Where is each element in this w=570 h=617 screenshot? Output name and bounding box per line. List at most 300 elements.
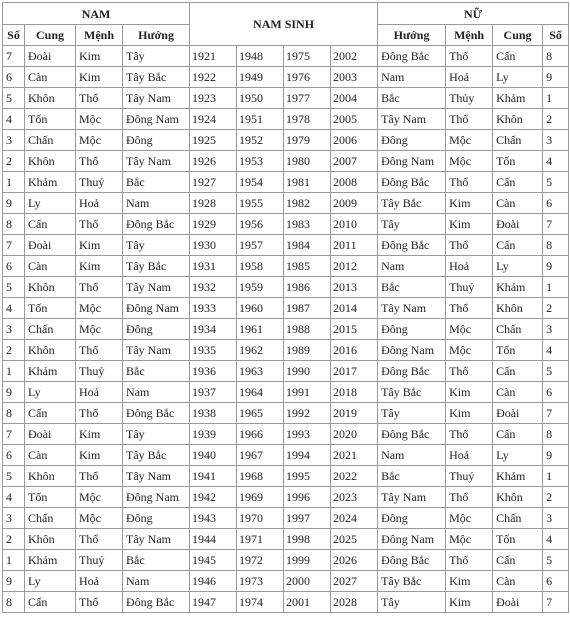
nu-menh-cell: Kim	[446, 571, 493, 592]
nu-so-cell: 7	[543, 403, 569, 424]
nam-cung-cell: Càn	[25, 67, 76, 88]
nam-cung-cell: Khôn	[25, 277, 76, 298]
nam-so-cell: 1	[3, 550, 25, 571]
table-row	[3, 88, 569, 109]
year-cell: 1945	[190, 550, 237, 571]
nu-so-cell: 1	[543, 277, 569, 298]
nam-menh-cell: Hoả	[76, 382, 123, 403]
nu-so-cell: 6	[543, 382, 569, 403]
table-row	[3, 109, 569, 130]
year-cell: 2018	[331, 382, 378, 403]
nam-menh-cell: Thổ	[76, 340, 123, 361]
nu-huong-cell: Đông Bắc	[378, 361, 446, 382]
nu-menh-cell: Mộc	[446, 319, 493, 340]
year-cell: 1931	[190, 256, 237, 277]
year-cell: 2021	[331, 445, 378, 466]
nam-menh-cell: Hoả	[76, 193, 123, 214]
year-cell: 1930	[190, 235, 237, 256]
year-cell: 1979	[284, 130, 331, 151]
col-header-so: Số	[3, 25, 25, 46]
nam-menh-cell: Kim	[76, 445, 123, 466]
nu-huong-cell: Tây	[378, 214, 446, 235]
table-row	[3, 67, 569, 88]
nu-cung-cell: Khôn	[493, 487, 543, 508]
nu-huong-cell: Tây Bắc	[378, 571, 446, 592]
nam-menh-cell: Kim	[76, 424, 123, 445]
nu-menh-cell: Thổ	[446, 298, 493, 319]
year-cell: 2012	[331, 256, 378, 277]
nam-menh-cell: Mộc	[76, 298, 123, 319]
nu-cung-cell: Khôn	[493, 109, 543, 130]
nam-cung-cell: Ly	[25, 193, 76, 214]
year-cell: 2002	[331, 46, 378, 67]
nu-huong-cell: Tây	[378, 592, 446, 613]
table-row	[3, 256, 569, 277]
nam-huong-cell: Nam	[123, 571, 190, 592]
nu-menh-cell: Hoả	[446, 256, 493, 277]
year-cell: 1924	[190, 109, 237, 130]
nu-so-cell: 8	[543, 424, 569, 445]
nam-huong-cell: Đông Bắc	[123, 592, 190, 613]
year-cell: 1964	[237, 382, 284, 403]
nam-menh-cell: Mộc	[76, 130, 123, 151]
nam-so-cell: 7	[3, 46, 25, 67]
nu-huong-cell: Đông Nam	[378, 529, 446, 550]
year-cell: 2016	[331, 340, 378, 361]
nu-huong-cell: Bắc	[378, 466, 446, 487]
nam-so-cell: 7	[3, 235, 25, 256]
year-cell: 1953	[237, 151, 284, 172]
nam-cung-cell: Khôn	[25, 340, 76, 361]
year-cell: 1951	[237, 109, 284, 130]
year-cell: 1922	[190, 67, 237, 88]
year-cell: 1929	[190, 214, 237, 235]
nu-cung-cell: Ly	[493, 67, 543, 88]
year-cell: 1925	[190, 130, 237, 151]
year-cell: 1921	[190, 46, 237, 67]
year-cell: 1982	[284, 193, 331, 214]
year-cell: 1961	[237, 319, 284, 340]
table-row	[3, 319, 569, 340]
feng-shui-table	[2, 2, 569, 613]
table-row	[3, 151, 569, 172]
nu-cung-cell: Đoài	[493, 214, 543, 235]
year-cell: 2000	[284, 571, 331, 592]
year-cell: 2023	[331, 487, 378, 508]
nam-menh-cell: Mộc	[76, 487, 123, 508]
table-row	[3, 298, 569, 319]
nu-huong-cell: Đông Bắc	[378, 46, 446, 67]
nam-huong-cell: Đông Bắc	[123, 214, 190, 235]
nam-so-cell: 6	[3, 67, 25, 88]
nu-menh-cell: Mộc	[446, 340, 493, 361]
nu-so-cell: 9	[543, 67, 569, 88]
nu-so-cell: 6	[543, 571, 569, 592]
nam-cung-cell: Khôn	[25, 151, 76, 172]
table-row	[3, 277, 569, 298]
nam-huong-cell: Tây	[123, 424, 190, 445]
nu-cung-cell: Khảm	[493, 277, 543, 298]
table-row	[3, 193, 569, 214]
year-cell: 1985	[284, 256, 331, 277]
nu-so-cell: 8	[543, 235, 569, 256]
year-cell: 1987	[284, 298, 331, 319]
year-cell: 1981	[284, 172, 331, 193]
nu-cung-cell: Chấn	[493, 508, 543, 529]
nam-menh-cell: Thuỷ	[76, 550, 123, 571]
nu-huong-cell: Đông Nam	[378, 340, 446, 361]
year-cell: 2025	[331, 529, 378, 550]
nam-huong-cell: Bắc	[123, 172, 190, 193]
nam-huong-cell: Nam	[123, 382, 190, 403]
nam-menh-cell: Thổ	[76, 529, 123, 550]
nam-huong-cell: Tây	[123, 235, 190, 256]
year-cell: 1993	[284, 424, 331, 445]
year-cell: 1950	[237, 88, 284, 109]
col-header-menh: Mệnh	[76, 25, 123, 46]
nam-so-cell: 9	[3, 571, 25, 592]
nam-huong-cell: Đông	[123, 508, 190, 529]
nam-menh-cell: Thổ	[76, 466, 123, 487]
nu-menh-cell: Thủy	[446, 88, 493, 109]
nam-menh-cell: Kim	[76, 235, 123, 256]
nam-so-cell: 3	[3, 130, 25, 151]
nu-group-header: NỮ	[378, 3, 569, 25]
year-cell: 1959	[237, 277, 284, 298]
nu-so-cell: 8	[543, 46, 569, 67]
nu-so-cell: 3	[543, 319, 569, 340]
nu-menh-cell: Thuỷ	[446, 277, 493, 298]
nu-huong-cell: Tây Bắc	[378, 382, 446, 403]
nu-so-cell: 4	[543, 151, 569, 172]
nam-so-cell: 5	[3, 88, 25, 109]
nu-huong-cell: Nam	[378, 445, 446, 466]
year-cell: 2013	[331, 277, 378, 298]
nu-so-cell: 3	[543, 508, 569, 529]
year-cell: 1944	[190, 529, 237, 550]
nam-cung-cell: Tốn	[25, 487, 76, 508]
year-cell: 1963	[237, 361, 284, 382]
year-cell: 1972	[237, 550, 284, 571]
table-row	[3, 361, 569, 382]
nam-cung-cell: Khảm	[25, 361, 76, 382]
year-cell: 1958	[237, 256, 284, 277]
year-cell: 1975	[284, 46, 331, 67]
nam-cung-cell: Ly	[25, 571, 76, 592]
nam-so-cell: 4	[3, 487, 25, 508]
nu-so-cell: 2	[543, 487, 569, 508]
nu-cung-cell: Khôn	[493, 298, 543, 319]
year-cell: 2005	[331, 109, 378, 130]
nam-huong-cell: Tây	[123, 46, 190, 67]
year-cell: 1974	[237, 592, 284, 613]
nam-cung-cell: Khôn	[25, 88, 76, 109]
nam-cung-cell: Chấn	[25, 130, 76, 151]
table-row	[3, 571, 569, 592]
nam-group-header: NAM	[3, 3, 190, 25]
nam-huong-cell: Đông Nam	[123, 298, 190, 319]
table-row	[3, 172, 569, 193]
nam-cung-cell: Cấn	[25, 214, 76, 235]
table-row	[3, 529, 569, 550]
nam-menh-cell: Thổ	[76, 151, 123, 172]
table-row	[3, 214, 569, 235]
col-header-huong-nu: Hướng	[378, 25, 446, 46]
nu-so-cell: 4	[543, 340, 569, 361]
nu-menh-cell: Kim	[446, 214, 493, 235]
nam-cung-cell: Càn	[25, 445, 76, 466]
year-cell: 1966	[237, 424, 284, 445]
year-cell: 1995	[284, 466, 331, 487]
nam-so-cell: 5	[3, 466, 25, 487]
nam-cung-cell: Đoài	[25, 46, 76, 67]
nam-so-cell: 4	[3, 298, 25, 319]
nam-so-cell: 8	[3, 214, 25, 235]
nu-menh-cell: Thổ	[446, 424, 493, 445]
year-cell: 1941	[190, 466, 237, 487]
year-cell: 1928	[190, 193, 237, 214]
year-cell: 1967	[237, 445, 284, 466]
year-cell: 1954	[237, 172, 284, 193]
year-cell: 1949	[237, 67, 284, 88]
nu-menh-cell: Thổ	[446, 109, 493, 130]
year-cell: 2026	[331, 550, 378, 571]
year-cell: 1973	[237, 571, 284, 592]
year-cell: 1969	[237, 487, 284, 508]
nu-huong-cell: Nam	[378, 256, 446, 277]
year-cell: 1999	[284, 550, 331, 571]
nu-cung-cell: Càn	[493, 571, 543, 592]
year-cell: 1934	[190, 319, 237, 340]
nu-cung-cell: Càn	[493, 382, 543, 403]
year-cell: 1977	[284, 88, 331, 109]
group-header-row	[3, 3, 569, 25]
nam-menh-cell: Thuỷ	[76, 172, 123, 193]
nu-cung-cell: Càn	[493, 193, 543, 214]
year-cell: 1946	[190, 571, 237, 592]
year-cell: 1933	[190, 298, 237, 319]
nam-so-cell: 5	[3, 277, 25, 298]
year-cell: 1976	[284, 67, 331, 88]
nu-so-cell: 5	[543, 361, 569, 382]
col-header-huong: Hướng	[123, 25, 190, 46]
table-row	[3, 46, 569, 67]
year-cell: 2009	[331, 193, 378, 214]
nu-huong-cell: Đông Bắc	[378, 550, 446, 571]
year-cell: 2024	[331, 508, 378, 529]
nu-so-cell: 5	[543, 172, 569, 193]
nam-sinh-header: NAM SINH	[190, 3, 378, 46]
year-cell: 1926	[190, 151, 237, 172]
nam-huong-cell: Nam	[123, 193, 190, 214]
nam-huong-cell: Đông Nam	[123, 487, 190, 508]
nam-cung-cell: Khảm	[25, 550, 76, 571]
nu-huong-cell: Bắc	[378, 277, 446, 298]
nu-menh-cell: Thuỷ	[446, 466, 493, 487]
nam-cung-cell: Tốn	[25, 298, 76, 319]
year-cell: 1940	[190, 445, 237, 466]
year-cell: 2010	[331, 214, 378, 235]
year-cell: 1939	[190, 424, 237, 445]
nam-cung-cell: Ly	[25, 382, 76, 403]
nu-huong-cell: Đông Bắc	[378, 172, 446, 193]
nam-so-cell: 6	[3, 256, 25, 277]
year-cell: 1960	[237, 298, 284, 319]
year-cell: 2011	[331, 235, 378, 256]
nu-cung-cell: Tốn	[493, 529, 543, 550]
nu-menh-cell: Thổ	[446, 550, 493, 571]
nu-cung-cell: Chấn	[493, 319, 543, 340]
nam-menh-cell: Thổ	[76, 214, 123, 235]
nam-so-cell: 2	[3, 340, 25, 361]
nu-cung-cell: Cấn	[493, 46, 543, 67]
year-cell: 1956	[237, 214, 284, 235]
year-cell: 2003	[331, 67, 378, 88]
nam-huong-cell: Tây Nam	[123, 88, 190, 109]
nu-cung-cell: Đoài	[493, 403, 543, 424]
year-cell: 1932	[190, 277, 237, 298]
year-cell: 1957	[237, 235, 284, 256]
table-row	[3, 487, 569, 508]
nam-menh-cell: Hoả	[76, 571, 123, 592]
table-row	[3, 424, 569, 445]
nam-so-cell: 9	[3, 193, 25, 214]
year-cell: 1986	[284, 277, 331, 298]
nu-menh-cell: Mộc	[446, 130, 493, 151]
nu-so-cell: 7	[543, 214, 569, 235]
nu-cung-cell: Ly	[493, 445, 543, 466]
year-cell: 1965	[237, 403, 284, 424]
nam-so-cell: 8	[3, 592, 25, 613]
year-cell: 2022	[331, 466, 378, 487]
year-cell: 1927	[190, 172, 237, 193]
nam-menh-cell: Thổ	[76, 88, 123, 109]
nam-cung-cell: Càn	[25, 256, 76, 277]
nam-menh-cell: Thổ	[76, 277, 123, 298]
year-cell: 2027	[331, 571, 378, 592]
nam-menh-cell: Kim	[76, 46, 123, 67]
year-cell: 1983	[284, 214, 331, 235]
col-header-cung-nu: Cung	[493, 25, 543, 46]
year-cell: 2017	[331, 361, 378, 382]
table-row	[3, 592, 569, 613]
nu-so-cell: 7	[543, 592, 569, 613]
year-cell: 2006	[331, 130, 378, 151]
nam-cung-cell: Khôn	[25, 466, 76, 487]
nu-menh-cell: Hoả	[446, 445, 493, 466]
nu-cung-cell: Chấn	[493, 130, 543, 151]
nam-so-cell: 6	[3, 445, 25, 466]
year-cell: 2014	[331, 298, 378, 319]
year-cell: 1962	[237, 340, 284, 361]
nam-cung-cell: Chấn	[25, 319, 76, 340]
year-cell: 1947	[190, 592, 237, 613]
nu-cung-cell: Đoài	[493, 592, 543, 613]
nu-menh-cell: Thổ	[446, 361, 493, 382]
nu-cung-cell: Tốn	[493, 151, 543, 172]
year-cell: 2019	[331, 403, 378, 424]
nam-huong-cell: Đông Nam	[123, 109, 190, 130]
nu-huong-cell: Tây	[378, 403, 446, 424]
nam-menh-cell: Thổ	[76, 403, 123, 424]
year-cell: 1996	[284, 487, 331, 508]
table-row	[3, 403, 569, 424]
year-cell: 1990	[284, 361, 331, 382]
table-row	[3, 508, 569, 529]
nu-menh-cell: Mộc	[446, 151, 493, 172]
nu-cung-cell: Tốn	[493, 340, 543, 361]
nu-huong-cell: Nam	[378, 67, 446, 88]
nu-menh-cell: Thổ	[446, 46, 493, 67]
year-cell: 2008	[331, 172, 378, 193]
year-cell: 1935	[190, 340, 237, 361]
year-cell: 1952	[237, 130, 284, 151]
nu-so-cell: 3	[543, 130, 569, 151]
year-cell: 2001	[284, 592, 331, 613]
table-row	[3, 382, 569, 403]
nam-huong-cell: Bắc	[123, 550, 190, 571]
nu-menh-cell: Thổ	[446, 235, 493, 256]
nu-menh-cell: Hoả	[446, 67, 493, 88]
nam-cung-cell: Chấn	[25, 508, 76, 529]
year-cell: 1991	[284, 382, 331, 403]
col-header-so-nu: Số	[543, 25, 569, 46]
nam-huong-cell: Tây Nam	[123, 529, 190, 550]
year-cell: 2020	[331, 424, 378, 445]
nu-cung-cell: Ly	[493, 256, 543, 277]
nu-huong-cell: Tây Nam	[378, 298, 446, 319]
year-cell: 1938	[190, 403, 237, 424]
nu-so-cell: 5	[543, 550, 569, 571]
year-cell: 1992	[284, 403, 331, 424]
year-cell: 1955	[237, 193, 284, 214]
nu-huong-cell: Đông Bắc	[378, 235, 446, 256]
nam-menh-cell: Mộc	[76, 508, 123, 529]
nu-huong-cell: Đông Nam	[378, 151, 446, 172]
nam-so-cell: 8	[3, 403, 25, 424]
nu-cung-cell: Cấn	[493, 172, 543, 193]
nu-menh-cell: Kim	[446, 403, 493, 424]
year-cell: 1942	[190, 487, 237, 508]
year-cell: 2015	[331, 319, 378, 340]
year-cell: 1948	[237, 46, 284, 67]
nu-cung-cell: Cấn	[493, 361, 543, 382]
nam-menh-cell: Thuỷ	[76, 361, 123, 382]
year-cell: 1984	[284, 235, 331, 256]
nu-huong-cell: Đông	[378, 319, 446, 340]
nu-menh-cell: Thổ	[446, 487, 493, 508]
nu-menh-cell: Kim	[446, 382, 493, 403]
nu-cung-cell: Khảm	[493, 88, 543, 109]
year-cell: 1936	[190, 361, 237, 382]
nu-menh-cell: Mộc	[446, 529, 493, 550]
col-header-cung: Cung	[25, 25, 76, 46]
nam-so-cell: 4	[3, 109, 25, 130]
nam-menh-cell: Thổ	[76, 592, 123, 613]
nam-menh-cell: Mộc	[76, 109, 123, 130]
year-cell: 2028	[331, 592, 378, 613]
nam-huong-cell: Tây Bắc	[123, 256, 190, 277]
nu-huong-cell: Đông	[378, 508, 446, 529]
nam-huong-cell: Bắc	[123, 361, 190, 382]
nu-huong-cell: Tây Nam	[378, 109, 446, 130]
nam-huong-cell: Đông	[123, 130, 190, 151]
table-row	[3, 466, 569, 487]
year-cell: 1997	[284, 508, 331, 529]
nu-cung-cell: Khảm	[493, 466, 543, 487]
nu-so-cell: 1	[543, 88, 569, 109]
nam-huong-cell: Đông Bắc	[123, 403, 190, 424]
